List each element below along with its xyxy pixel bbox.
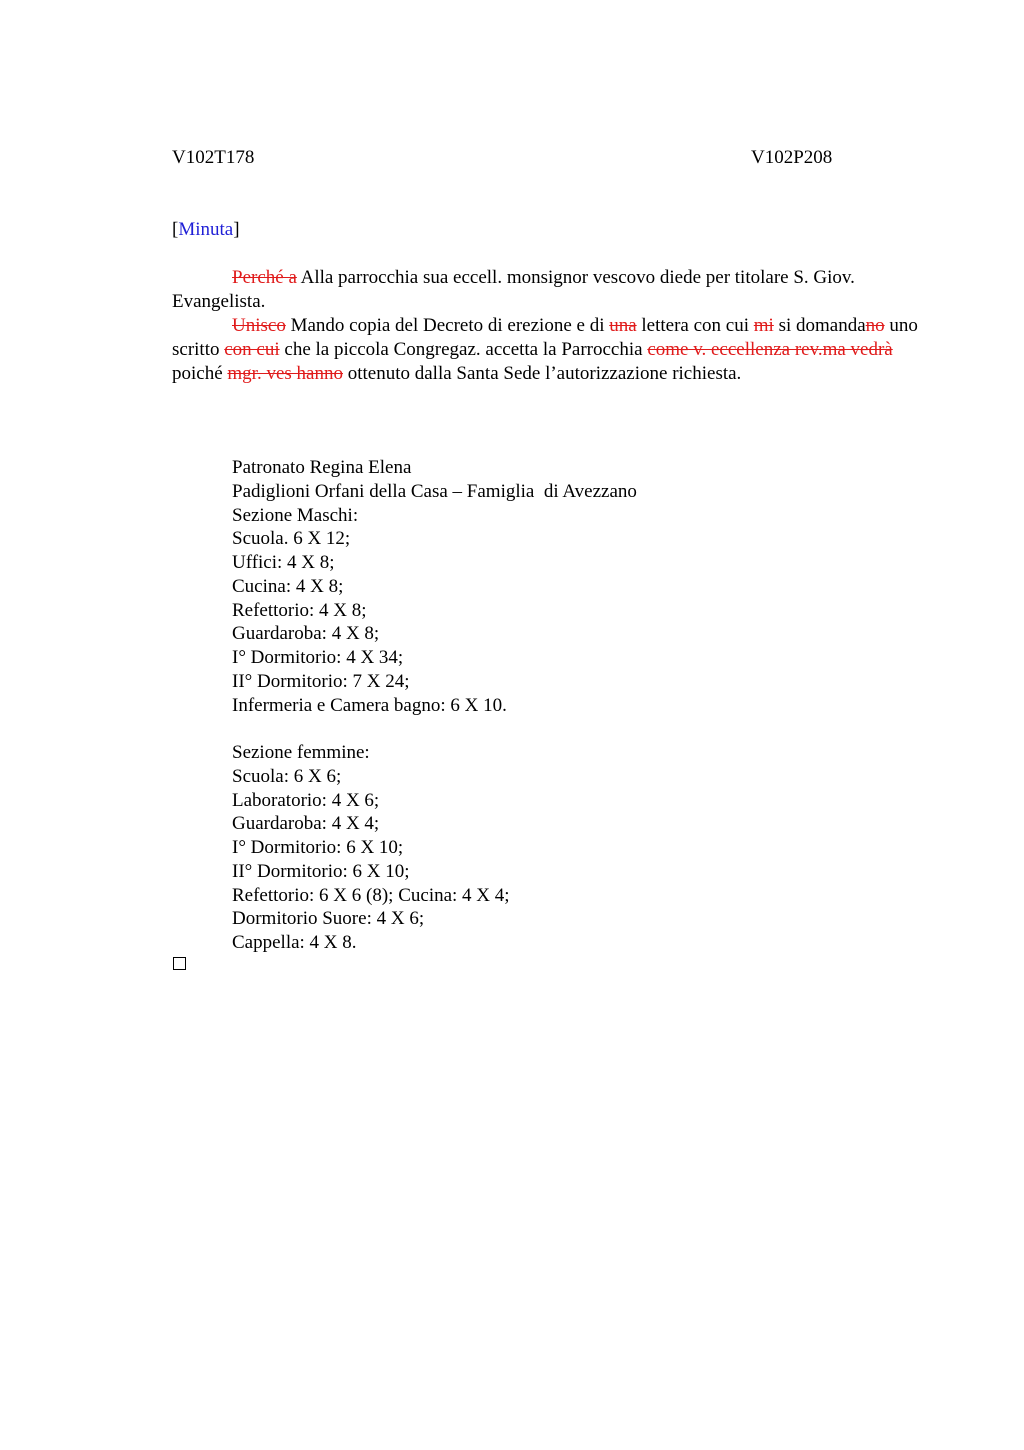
minuta-label: Minuta: [178, 219, 234, 240]
list-line: Sezione Maschi:: [232, 504, 359, 526]
paragraph-2: [172, 314, 922, 386]
deleted-text: no: [865, 315, 885, 336]
bracket-open: [: [172, 219, 179, 240]
empty-square-icon: [173, 957, 186, 970]
list-line: Cappella: 4 X 8.: [232, 932, 357, 953]
room-lists: [232, 456, 637, 955]
list-line: Uffici: 4 X 8;: [232, 552, 335, 573]
section-spacer: [232, 717, 637, 741]
paragraph-text: Alla parrocchia sua eccell. monsignor vescovo diede per titolare S. Giov. Evangelista.: [172, 267, 855, 312]
document-code-right: V102P208: [751, 147, 833, 168]
list-line: Refettorio: 6 X 6 (8); Cucina: 4 X 4;: [232, 884, 510, 906]
list-line: Sezione femmine:: [232, 742, 370, 763]
list-line: Scuola: 6 X 6;: [232, 765, 342, 787]
list-line: Laboratorio: 4 X 6;: [232, 789, 380, 811]
list-line: Dormitorio Suore: 4 X 6;: [232, 908, 425, 930]
list-line: I° Dormitorio: 4 X 34;: [232, 647, 404, 668]
list-line: Padiglioni Orfani della Casa – Famiglia di Avezzano: [232, 480, 637, 502]
paragraph-1: [172, 266, 922, 314]
deleted-text: Unisco: [232, 315, 286, 336]
paragraph-text: lettera con cui: [636, 315, 754, 336]
list-line: Guardaroba: 4 X 8;: [232, 623, 380, 645]
document-code-left: V102T178: [172, 147, 255, 168]
list-line: Guardaroba: 4 X 4;: [232, 813, 380, 835]
deleted-text: come v. eccellenza rev.ma vedrà: [647, 339, 893, 360]
paragraph-text: che la piccola Congregaz. accetta la Parrocchia: [279, 339, 648, 360]
paragraph-text: poiché: [172, 363, 228, 384]
bracket-close: ]: [233, 219, 240, 240]
paragraph-text: ottenuto dalla Santa Sede l’autorizzazione richiesta.: [342, 363, 742, 384]
deleted-text: Perché a: [232, 267, 297, 288]
list-line: Scuola. 6 X 12;: [232, 528, 351, 550]
list-line: II° Dormitorio: 7 X 24;: [232, 670, 410, 692]
deleted-text: una: [609, 315, 637, 336]
body-text: [172, 266, 922, 386]
paragraph-text: uno scritto: [172, 315, 918, 360]
list-line: II° Dormitorio: 6 X 10;: [232, 860, 410, 882]
list-line: Refettorio: 4 X 8;: [232, 599, 367, 621]
deleted-text: con cui: [224, 339, 280, 360]
paragraph-text: Mando copia del Decreto di erezione e di: [285, 315, 610, 336]
deleted-text: mi: [753, 315, 774, 336]
section-maschi: [232, 456, 637, 717]
paragraph-text: si domanda: [773, 315, 866, 336]
list-line: Patronato Regina Elena: [232, 457, 412, 478]
list-line: Cucina: 4 X 8;: [232, 575, 344, 597]
list-line: I° Dormitorio: 6 X 10;: [232, 837, 404, 858]
section-femmine: [232, 741, 637, 955]
doc-label: [172, 218, 240, 242]
deleted-text: mgr. ves hanno: [227, 363, 343, 384]
list-line: Infermeria e Camera bagno: 6 X 10.: [232, 694, 507, 716]
